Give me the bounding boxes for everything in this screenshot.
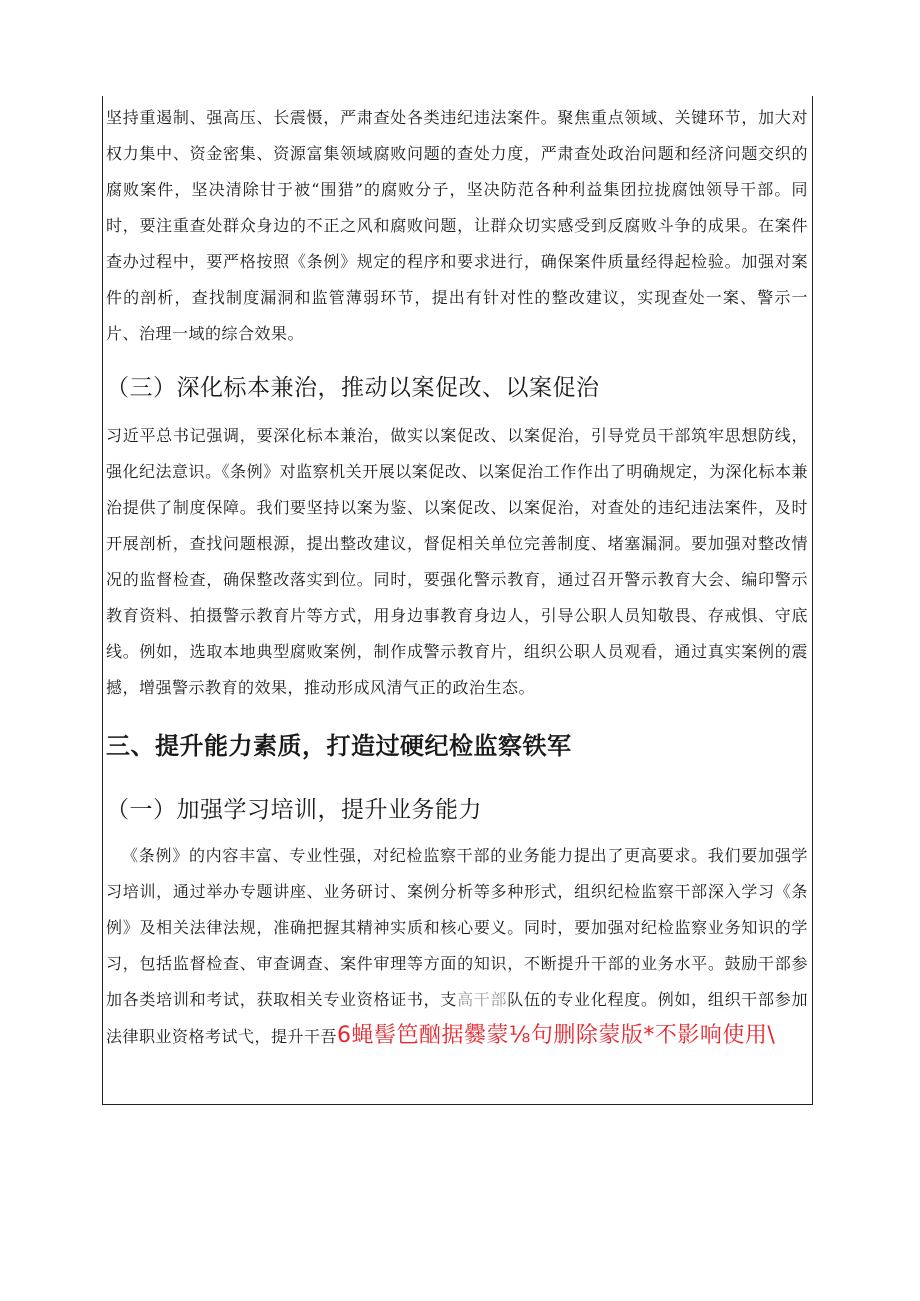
paragraph-3-text: 《条例》的内容丰富、专业性强，对纪检监察干部的业务能力提出了更高要求。我们要加强学习培训，通过举办专题讲座、业务研讨、案例分析等多种形式，组织纪检监察干部深入学习《条例》及相关法律法规，准确把握其精神实质和核心要义。同时，要加强对纪检监察业务知识的学习，包括监督检查、审查调查、案件审理等方面的知识，不断提升干部的业务水平。鼓励干部参加各类培训和考试，获取相关专业资格证书，支 — [106, 846, 808, 1009]
document-body — [106, 100, 808, 1055]
subheading-1: （一）加强学习培训，提升业务能力 — [106, 797, 482, 823]
section-heading-3: 三、提升能力素质，打造过硬纪检监察铁军 — [106, 732, 572, 760]
subheading-3: （三）深化标本兼治，推动以案促改、以案促治 — [106, 375, 600, 401]
paragraph-3 — [106, 838, 808, 1055]
paragraph-3-text-end: 队伍的专业化程度。例如，组织干部参加法律职业资格考试弋，提升干吾 — [106, 990, 808, 1046]
paragraph-2: 习近平总书记强调，要深化标本兼治，做实以案促改、以案促治，引导党员干部筑牢思想防线，强化纪法意识。《条例》对监察机关开展以案促改、以案促治工作作出了明确规定，为深化标本兼治提供了制度保障。我们要坚持以案为鉴、以案促改、以案促治，对查处的违纪违法案件，及时开展剖析，查找问题根源，提出整改建议，督促相关单位完善制度、堵塞漏洞。要加强对整改情况的监督检查，确保整改落实到位。同时，要强化警示教育，通过召开警示教育大会、编印警示教育资料、拍摄警示教育片等方式，用身边事教育身边人，引导公职人员知敬畏、存戒惧、守底线。例如，选取本地典型腐败案例，制作成警示教育片，组织公职人员观看，通过真实案例的震撼，增强警示教育的效果，推动形成风清气正的政治生态。 — [106, 426, 808, 697]
paragraph-3-faded-text: 高干部 — [457, 990, 508, 1009]
paragraph-1: 坚持重遏制、强高压、长震慑，严肃查处各类违纪违法案件。聚焦重点领域、关键环节，加大对权力集中、资金密集、资源富集领域腐败问题的查处力度，严肃查处政治问题和经济问题交织的腐败案件，坚决清除甘于被“围猎”的腐败分子，坚决防范各种利益集团拉拢腐蚀领导干部。同时，要注重查处群众身边的不正之风和腐败问题，让群众切实感受到反腐败斗争的成果。在案件查办过程中，要严格按照《条例》规定的程序和要求进行，确保案件质量经得起检验。加强对案件的剖析，查找制度漏洞和监管薄弱环节，提出有针对性的整改建议，实现查处一案、警示一片、治理一域的综合效果。 — [106, 108, 808, 343]
watermark-overlay: 6蝇髻笆酗据爨蒙⅛句删除蒙版*不影响使用\ — [337, 1023, 776, 1048]
